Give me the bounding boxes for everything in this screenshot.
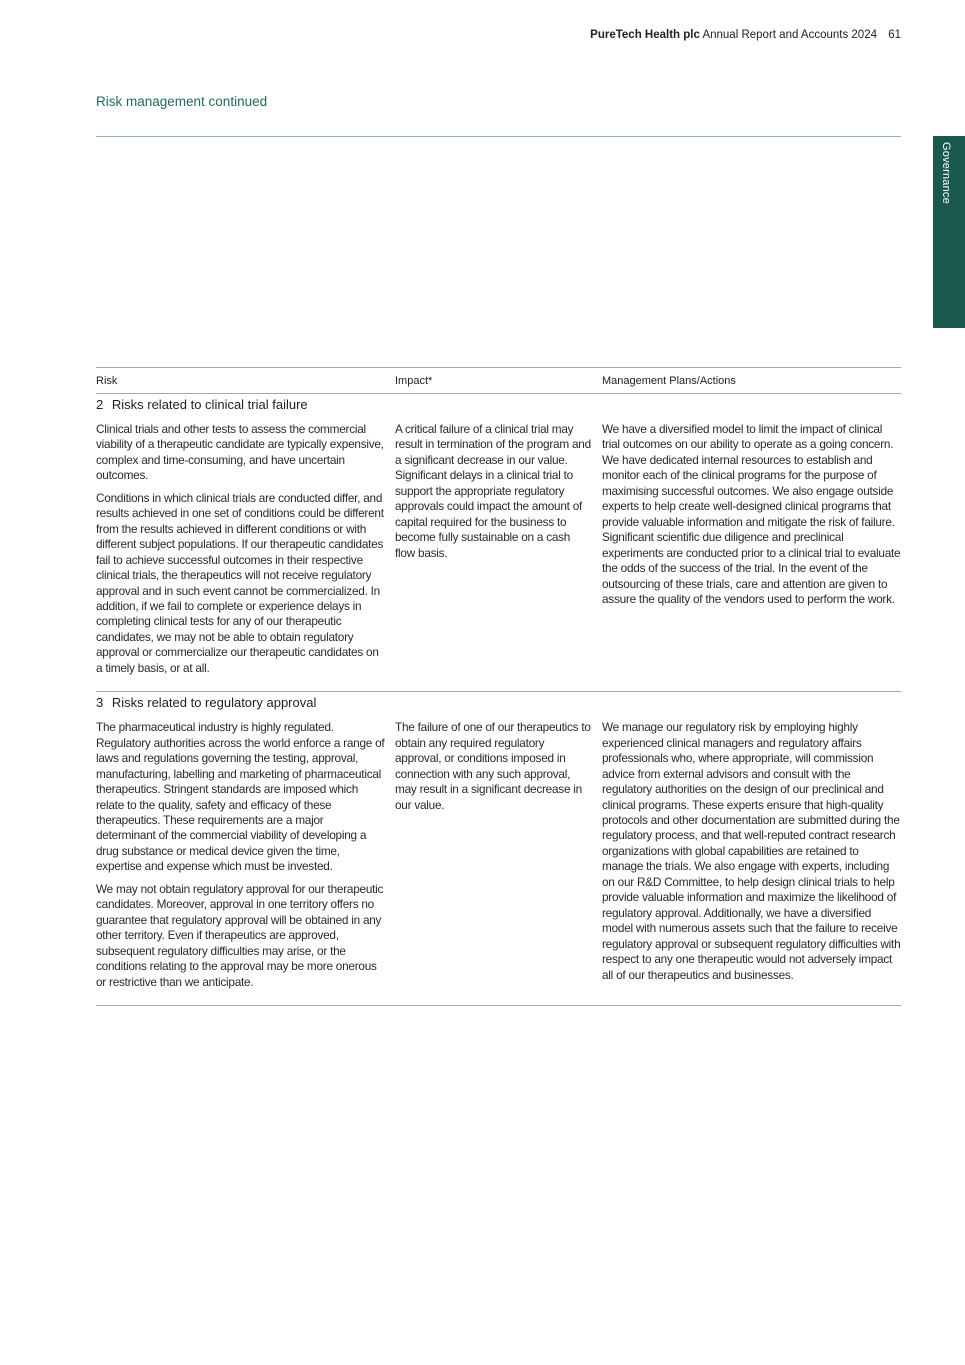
risk-paragraph: The pharmaceutical industry is highly regulated. Regulatory authorities across the world enforce a range of laws and regulations governing the testing, approval, manufacturing, labelling and marketing of pharmaceutical therapeutics. Stringent standards are imposed which relate to the quality, safety and efficacy of these therapeutics. These requirements are a major determinant of the commercial viability of developing a drug substance or medical device given the time, expertise and expense which must be invested.: [96, 720, 385, 874]
risk-row-regulatory-approval: [96, 695, 901, 1006]
report-title: Annual Report and Accounts 2024: [702, 29, 877, 41]
risk-table: [96, 367, 901, 1006]
risk-row-clinical-trial: [96, 397, 901, 692]
impact-text: A critical failure of a clinical trial may result in termination of the program and a significant decrease in our value. Significant delays in a clinical trial to support the appropriate regulatory approvals could impact the amount of capital required for the business to become fully sustainable on a cash flow basis.: [395, 422, 591, 560]
risk-paragraph: Conditions in which clinical trials are conducted differ, and results achieved in one set of conditions could be different from the results achieved in different conditions or with different subject populations. If our therapeutic candidates fail to achieve successful outcomes in their respective clinical trials, the therapeutics will not receive regulatory approval and in such event cannot be commercialized. In addition, if we fail to complete or experience delays in completing clinical tests for any of our therapeutic candidates, we may not be able to obtain regulatory approval or commercialize our therapeutic candidates on a timely basis, or at all.: [96, 490, 384, 675]
section-divider: [96, 136, 901, 137]
impact-cell: [395, 422, 602, 683]
table-header-row: [96, 367, 901, 394]
risk-title: Risks related to regulatory approval: [111, 695, 317, 711]
management-text: We have a diversified model to limit the impact of clinical trial outcomes on our ability to operate as a going concern. We have dedicated internal resources to establish and monitor each of the clinical programs for the purpose of maximising successful outcomes. We also engage outside experts to help create well-designed clinical programs that provide valuable information and mitigate the risk of failure. Significant scientific due diligence and preclinical experiments are conducted prior to a clinical trial to evaluate the odds of the success of the trial. In the event of the outsourcing of these trials, care and attention are given to assure the quality of the vendors used to perform the work.: [602, 422, 901, 606]
impact-text: The failure of one of our therapeutics to obtain any required regulatory approval, or conditions imposed in connection with any such approval, may result in a significant decrease in our value.: [395, 720, 591, 812]
header-management: Management Plans/Actions: [602, 374, 736, 387]
risk-row-body: [96, 422, 901, 683]
risk-paragraph: Clinical trials and other tests to assess the commercial viability of a therapeutic candidate are typically expensive, complex and time-consuming, and have uncertain outcomes.: [96, 422, 384, 483]
page-header: [590, 29, 901, 41]
side-tab-label: Governance: [940, 142, 952, 204]
risk-title: Risks related to clinical trial failure: [111, 397, 308, 412]
risk-number: 3: [96, 695, 104, 711]
management-cell: [602, 422, 901, 683]
management-text: We manage our regulatory risk by employing highly experienced clinical managers and regulatory affairs professionals who, where appropriate, will commission advice from external advisors and consult with the regulatory authorities on the design of our preclinical and clinical programs. These experts ensure that high-quality protocols and other documentation are submitted during the regulatory process, and that well-reputed contract research organizations with global capabilities are retained to manage the trials. We also engage with experts, including on our R&D Committee, to help design clinical trials to help provide valuable information and maximize the likelihood of regulatory approval. Additionally, we have a diversified model with numerous assets such that the failure to receive regulatory approval or subsequent regulatory difficulties with respect to any one therapeutic would not adversely impact all of our therapeutics and businesses.: [602, 720, 901, 982]
section-title: Risk management continued: [96, 94, 268, 109]
governance-side-tab[interactable]: [933, 136, 965, 328]
risk-row-title: [96, 397, 901, 412]
risk-row-title: [96, 695, 901, 710]
impact-cell: [395, 720, 602, 997]
management-cell: [602, 720, 901, 997]
risk-row-body: [96, 720, 901, 997]
header-impact: Impact*: [395, 374, 433, 387]
company-name: PureTech Health plc: [590, 29, 700, 41]
page-number: 61: [888, 29, 901, 41]
risk-paragraph: We may not obtain regulatory approval for our therapeutic candidates. Moreover, approval in one territory offers no guarantee that regulatory approval will be obtained in any other territory. Even if therapeutics are approved, subsequent regulatory difficulties may arise, or the conditions relating to the approval may be more onerous or restrictive than we anticipate.: [96, 881, 384, 989]
risk-cell: [96, 720, 395, 997]
header-risk: Risk: [96, 374, 118, 387]
risk-number: 2: [96, 397, 104, 412]
risk-cell: [96, 422, 395, 683]
